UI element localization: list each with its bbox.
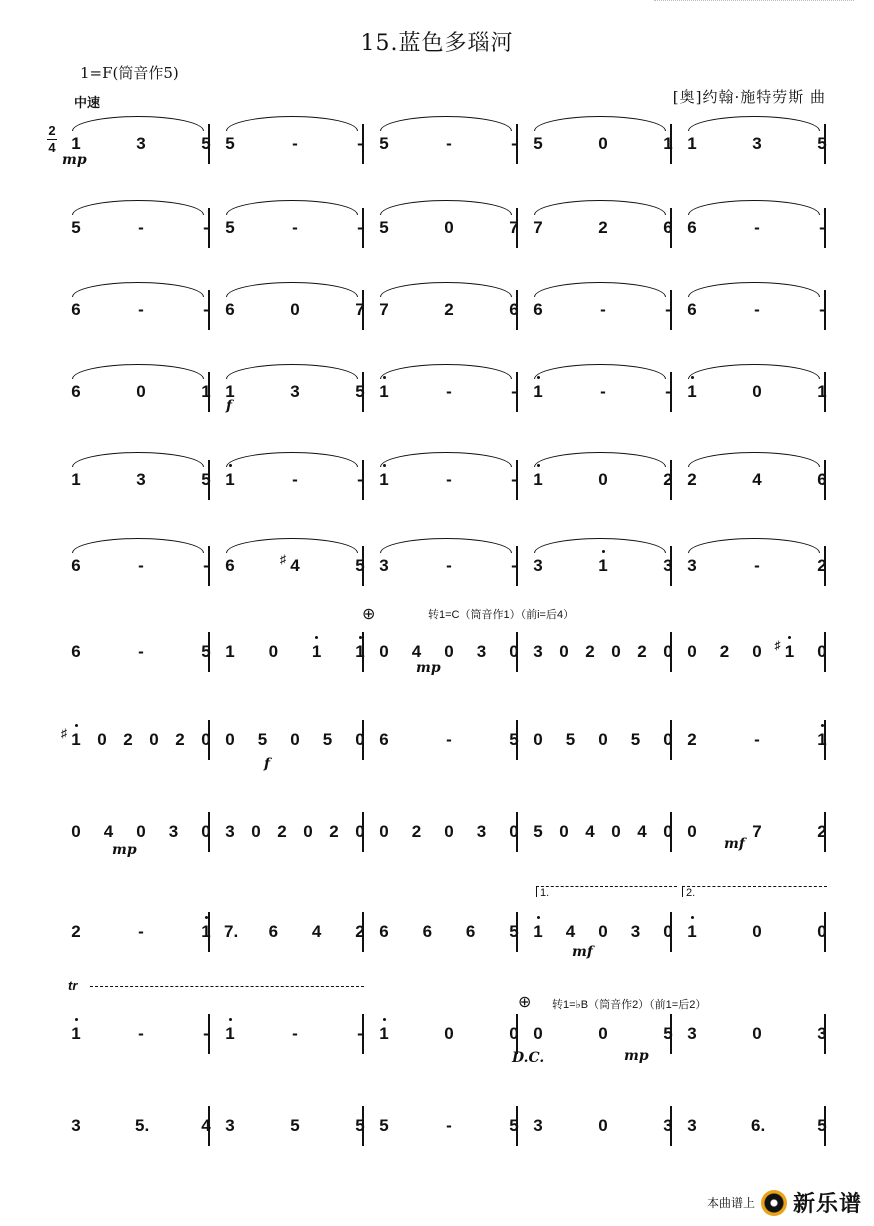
note: 1 [200, 922, 212, 942]
note: 7 [752, 822, 762, 841]
dc-marking: D.C. [512, 1050, 545, 1066]
note: 6 [687, 218, 697, 237]
note: - [819, 300, 825, 319]
note: 5 [355, 1116, 365, 1135]
note: 3 [687, 1116, 697, 1135]
note: 0 [136, 382, 146, 401]
slur [226, 538, 358, 553]
note: 4 [752, 470, 762, 489]
note: 5 [201, 470, 211, 489]
note: 0 [559, 642, 569, 661]
note: - [446, 382, 452, 401]
note: 5 [379, 218, 389, 237]
note: - [511, 470, 517, 489]
trill-extension [90, 986, 364, 987]
octave-dot [383, 1018, 386, 1021]
slur [688, 538, 820, 553]
slur [534, 200, 666, 215]
note: - [446, 470, 452, 489]
note: 3 [817, 1024, 827, 1043]
note: 6 [817, 470, 827, 489]
note: 5 [817, 134, 827, 153]
note: 5 [201, 642, 211, 661]
note: 0 [663, 730, 673, 749]
note: 2 [444, 300, 454, 319]
dynamic-f: f [226, 398, 233, 414]
note: 5 [509, 730, 519, 749]
note: 0 [752, 382, 762, 401]
note: 5 [355, 556, 365, 575]
note: 0 [444, 822, 454, 841]
note: 3 [687, 1024, 697, 1043]
note: - [138, 922, 144, 941]
note: 4 [201, 1116, 211, 1135]
note: 7 [509, 218, 519, 237]
note: 5 [663, 1024, 673, 1043]
slur [226, 282, 358, 297]
note: 1 [354, 642, 366, 662]
note: 7 [533, 218, 543, 237]
key-signature: 1=F(筒音作5) [80, 64, 179, 82]
note: 0 [290, 300, 300, 319]
note: 5 [379, 1116, 389, 1135]
note: 1 ♯ [774, 638, 795, 661]
note: - [600, 382, 606, 401]
note: 0 [149, 730, 159, 749]
note: 0 [444, 1024, 454, 1043]
note: 0 [533, 730, 543, 749]
octave-dot [229, 1018, 232, 1021]
note: 0 [303, 822, 313, 841]
slur [688, 452, 820, 467]
note: 3 [136, 134, 146, 153]
note: 1 [816, 730, 828, 750]
note: 3 [663, 1116, 673, 1135]
volta-2-label: 2. [686, 887, 696, 899]
note: 0 [444, 218, 454, 237]
octave-dot [788, 636, 791, 639]
slur [226, 116, 358, 131]
note: 5 [71, 218, 81, 237]
slur [534, 116, 666, 131]
note: - [357, 134, 363, 153]
note: 6 [422, 922, 433, 941]
note: 0 [136, 822, 146, 841]
note: 3 [752, 134, 762, 153]
note: 0 [752, 642, 762, 661]
note: 3 [533, 556, 543, 575]
slur [72, 452, 204, 467]
slur [688, 364, 820, 379]
note: 1 [201, 382, 211, 401]
note: 5 [565, 730, 576, 749]
note: 6 [379, 922, 389, 941]
score-row [62, 466, 832, 506]
slur [534, 452, 666, 467]
note: 0 [598, 470, 608, 489]
slur [534, 282, 666, 297]
time-signature-bottom: 4 [48, 140, 56, 155]
note: 4 [103, 822, 114, 841]
note: 1 [224, 470, 236, 490]
slur [380, 452, 512, 467]
note: 6 [663, 218, 673, 237]
note: 1 [225, 382, 235, 401]
slur [72, 116, 204, 131]
note: - [357, 218, 363, 237]
note: 0 [201, 822, 211, 841]
note: 0 [598, 922, 608, 941]
note: - [511, 556, 517, 575]
note: - [446, 556, 452, 575]
note: 1 [532, 382, 544, 402]
note: 1 [532, 922, 544, 942]
score-row [62, 818, 832, 858]
note: 0 [663, 922, 673, 941]
note: 5 [355, 382, 365, 401]
note: 6 [71, 382, 81, 401]
note: 0 [687, 642, 697, 661]
slur [72, 282, 204, 297]
note: 0 [379, 642, 389, 661]
note: 0 [355, 730, 365, 749]
note: 0 [533, 1024, 543, 1043]
note: 6 [225, 556, 235, 575]
note: 6 [71, 300, 81, 319]
note: 6 [71, 556, 81, 575]
note: 0 [752, 922, 762, 941]
note: 1 ♯ [61, 726, 81, 749]
note: - [138, 300, 144, 319]
octave-dot [359, 636, 362, 639]
note: 0 [559, 822, 569, 841]
note: 0 [663, 642, 673, 661]
note: 2 [817, 556, 827, 575]
coda-symbol-1: ⊕ [362, 606, 376, 623]
note: 7 [355, 300, 365, 319]
octave-dot [315, 636, 318, 639]
note: 0 [268, 642, 279, 661]
octave-dot [75, 1018, 78, 1021]
slur [72, 364, 204, 379]
note: 6 [379, 730, 389, 749]
note: - [754, 556, 760, 575]
slur [380, 282, 512, 297]
note: 2 [71, 922, 81, 941]
sharp-sign: ♯ [61, 726, 67, 740]
note: 1 [71, 470, 81, 489]
dynamic-mp-4: mp [624, 1048, 649, 1064]
note: - [292, 134, 298, 153]
note: - [511, 382, 517, 401]
note: 5 [225, 218, 235, 237]
note: 0 [355, 822, 365, 841]
dynamic-mf-2: mf [572, 944, 593, 960]
sharp-sign: ♯ [280, 552, 286, 566]
note: 5 [290, 1116, 300, 1135]
note: - [292, 1024, 298, 1043]
score-row [62, 1020, 832, 1060]
slur [380, 364, 512, 379]
note: 0 [598, 1116, 608, 1135]
note: 3 [168, 822, 179, 841]
slur [226, 200, 358, 215]
note: 0 [752, 1024, 762, 1043]
note: 1 [378, 1024, 390, 1044]
note: 0 [97, 730, 107, 749]
note: 1 [70, 1024, 82, 1044]
score-row [62, 918, 832, 958]
score-row [62, 378, 832, 418]
dynamic-mp: mp [62, 152, 87, 168]
note: - [138, 556, 144, 575]
note: 5 [225, 134, 235, 153]
tempo-marking: 中速 [74, 95, 101, 110]
note: 0 [509, 822, 519, 841]
note: 0 [444, 642, 454, 661]
modulation-1: 转1=C（筒音作1）（前i=后4） [428, 609, 575, 621]
note: 3 [476, 642, 487, 661]
note: 5 [322, 730, 333, 749]
note: 0 [817, 642, 827, 661]
score-row [62, 214, 832, 254]
note: 1 [378, 382, 390, 402]
note: 5 [379, 134, 389, 153]
note: 5 [533, 822, 543, 841]
note: 3 [663, 556, 673, 575]
slur [380, 538, 512, 553]
modulation-2: 转1=♭B（筒音作2）（前1=后2） [552, 999, 707, 1011]
score-row [62, 1112, 832, 1152]
note: 6 [533, 300, 543, 319]
note: 2 [355, 922, 365, 941]
note: 6 [225, 300, 235, 319]
note: 3 [71, 1116, 81, 1135]
octave-dot [821, 724, 824, 727]
note: - [203, 1024, 209, 1043]
note: 1 [378, 470, 390, 490]
note: 4 [585, 822, 595, 841]
note: 1 [663, 134, 673, 153]
note: 1 [532, 470, 544, 490]
slur [72, 200, 204, 215]
note: - [203, 300, 209, 319]
note: 3 [379, 556, 389, 575]
volta-1-label: 1. [540, 887, 550, 899]
octave-dot [205, 916, 208, 919]
note: 0 [509, 642, 519, 661]
note: 4 [311, 922, 322, 941]
note: 2 [123, 730, 133, 749]
note: 2 [175, 730, 185, 749]
note: 1 [225, 642, 235, 661]
slur [534, 538, 666, 553]
note: 0 [379, 822, 389, 841]
note: - [600, 300, 606, 319]
note: 4 [565, 922, 576, 941]
site-logo: 新乐谱 [792, 1191, 862, 1216]
note: 3 [687, 556, 697, 575]
note: 6. [751, 1116, 766, 1135]
note: 2 [719, 642, 730, 661]
note: 0 [663, 822, 673, 841]
note: 5 [509, 922, 519, 941]
slur [226, 364, 358, 379]
note: - [138, 1024, 144, 1043]
slur [688, 200, 820, 215]
note: 2 [277, 822, 287, 841]
slur [380, 200, 512, 215]
song-title: 15.蓝色多瑙河 [360, 31, 514, 56]
note: 3 [225, 822, 235, 841]
note: 1 [311, 642, 323, 662]
note: - [357, 1024, 363, 1043]
dynamic-mp-2: mp [416, 660, 441, 676]
note: 1 [687, 134, 697, 153]
octave-dot [75, 724, 78, 727]
note: 2 [585, 642, 595, 661]
note: - [446, 730, 452, 749]
score-row [62, 296, 832, 336]
note: - [292, 470, 298, 489]
note: 2 [663, 470, 673, 489]
note: 2 [598, 218, 608, 237]
note: - [446, 1116, 452, 1135]
slur [380, 116, 512, 131]
footer-text: 本曲谱上 [706, 1196, 755, 1210]
trill-marking: tr [68, 978, 78, 993]
note: - [138, 218, 144, 237]
note: - [754, 300, 760, 319]
note: 5 [533, 134, 543, 153]
score-row [62, 726, 832, 766]
note: 3 [290, 382, 300, 401]
note: 1 [817, 382, 827, 401]
note: 0 [201, 730, 211, 749]
note: 5 [201, 134, 211, 153]
note: 6 [71, 642, 81, 661]
note: 1 [686, 382, 698, 402]
time-signature [44, 124, 60, 155]
slur [534, 364, 666, 379]
note: 5 [257, 730, 268, 749]
note: 0 [611, 822, 621, 841]
note: 2 [411, 822, 422, 841]
note: 0 [71, 822, 81, 841]
note: - [819, 218, 825, 237]
slur [688, 282, 820, 297]
note: 0 [687, 822, 697, 841]
volta-1-bracket [536, 886, 677, 897]
note: - [138, 642, 144, 661]
slur [72, 538, 204, 553]
score-row [62, 130, 832, 170]
note: 1 [686, 922, 698, 942]
note: 1 [597, 556, 609, 576]
note: 3 [533, 642, 543, 661]
sharp-sign: ♯ [774, 638, 781, 652]
note: 4 [637, 822, 647, 841]
dynamic-mp-3: mp [112, 842, 137, 858]
slur [688, 116, 820, 131]
dynamic-f-2: f [264, 756, 271, 772]
note: 0 [598, 134, 608, 153]
note: 3 [630, 922, 641, 941]
note: - [446, 134, 452, 153]
note: 2 [329, 822, 339, 841]
note: 3 [476, 822, 487, 841]
note: 2 [637, 642, 647, 661]
note: 0 [611, 642, 621, 661]
note: 0 [251, 822, 261, 841]
octave-dot [537, 916, 540, 919]
note: 0 [290, 730, 300, 749]
note: 3 [533, 1116, 543, 1135]
slur [226, 452, 358, 467]
note: - [203, 218, 209, 237]
note: - [754, 730, 760, 749]
note: 4 ♯ [280, 552, 300, 575]
note: - [665, 382, 671, 401]
composer-credit: [奥]约翰·施特劳斯 曲 [672, 88, 826, 106]
note: 7. [224, 922, 239, 941]
note: 6 [509, 300, 519, 319]
note: 5 [817, 1116, 827, 1135]
note: 0 [225, 730, 235, 749]
time-signature-top: 2 [48, 123, 56, 138]
score-row [62, 638, 832, 678]
note: 6 [268, 922, 279, 941]
note: 5 [630, 730, 641, 749]
note: 3 [225, 1116, 235, 1135]
note: 5. [135, 1116, 150, 1135]
note: 6 [687, 300, 697, 319]
note: - [754, 218, 760, 237]
note: 2 [817, 822, 827, 841]
note: 0 [598, 1024, 608, 1043]
top-border-line [654, 0, 854, 1]
note: - [511, 134, 517, 153]
dynamic-mf: mf [724, 836, 745, 852]
note: 5 [509, 1116, 519, 1135]
note: 0 [817, 922, 827, 941]
note: 2 [687, 470, 697, 489]
octave-dot [691, 916, 694, 919]
note: 3 [136, 470, 146, 489]
volta-2-bracket [682, 886, 827, 897]
note: 1 [71, 134, 81, 153]
footer-watermark [707, 1187, 862, 1218]
note: - [665, 300, 671, 319]
note: 7 [379, 300, 389, 319]
record-icon [761, 1190, 787, 1216]
note: 4 [411, 642, 422, 661]
note: 1 [224, 1024, 236, 1044]
note: - [292, 218, 298, 237]
note: - [203, 556, 209, 575]
note: 2 [687, 730, 697, 749]
note: - [357, 470, 363, 489]
coda-symbol-2: ⊕ [518, 994, 532, 1011]
note: 0 [598, 730, 608, 749]
note: 0 [509, 1024, 519, 1043]
note: 6 [465, 922, 476, 941]
score-row [62, 552, 832, 592]
